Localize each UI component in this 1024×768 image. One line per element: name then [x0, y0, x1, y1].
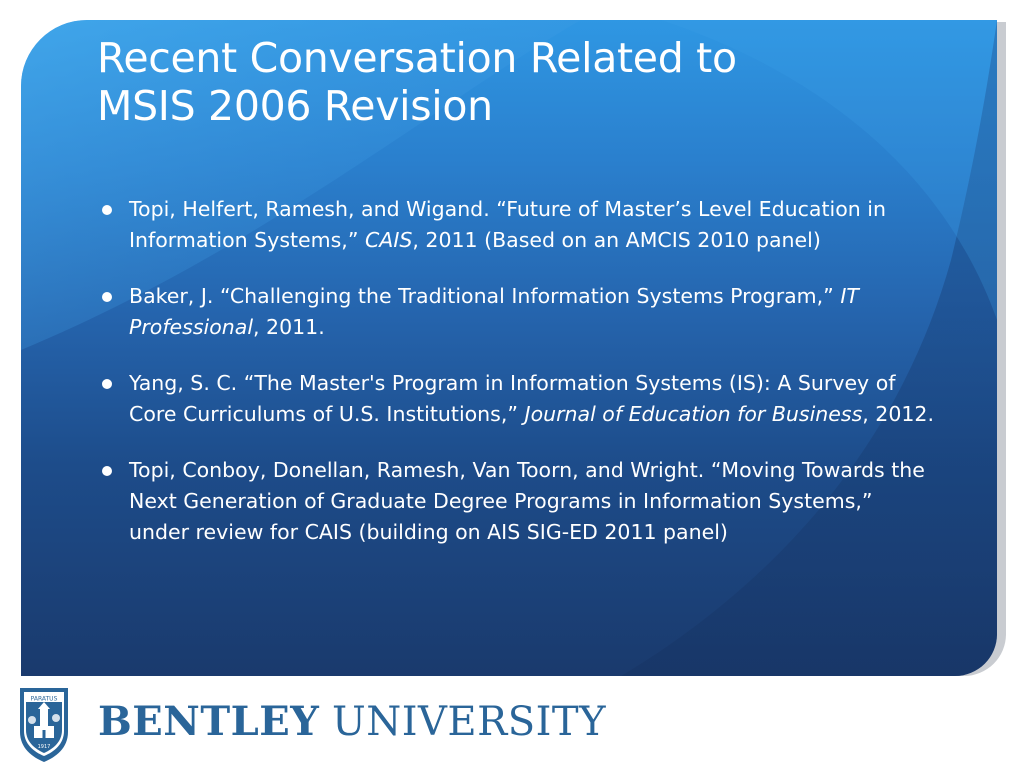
- bentley-crest-icon: [16, 682, 72, 764]
- slide-title-line-2: MSIS 2006 Revision: [97, 82, 493, 130]
- reference-item: [97, 194, 937, 256]
- bullet-dot-icon: [102, 466, 112, 476]
- reference-item: [97, 455, 937, 548]
- reference-title: “The Master's Program in Information Systems (IS): A Survey of Core Curriculums of U.S. Institutions,”: [129, 371, 896, 426]
- reference-venue: Journal of Education for Business: [524, 402, 863, 426]
- reference-title: “Future of Master’s Level Education in Information Systems,”: [129, 197, 886, 252]
- slide-title: [97, 34, 957, 130]
- reference-item: [97, 368, 937, 430]
- reference-authors: Topi, Helfert, Ramesh, and Wigand.: [129, 197, 490, 221]
- reference-title: “Moving Towards the Next Generation of Graduate Degree Programs in Information Systems,” under review for CAIS (building on AIS SIG-ED 2011 panel): [129, 458, 925, 544]
- reference-details: , 2011 (Based on an AMCIS 2010 panel): [412, 228, 821, 252]
- crest-motto: PARATUS: [30, 695, 58, 703]
- crest-year: 1917: [37, 744, 51, 750]
- bullet-dot-icon: [102, 292, 112, 302]
- reference-item: [97, 281, 937, 343]
- slide-panel: [21, 20, 997, 676]
- slide-title-line-1: Recent Conversation Related to: [97, 34, 737, 82]
- bullet-dot-icon: [102, 379, 112, 389]
- reference-authors: Topi, Conboy, Donellan, Ramesh, Van Toorn, and Wright.: [129, 458, 705, 482]
- reference-list: [97, 194, 937, 573]
- bullet-dot-icon: [102, 205, 112, 215]
- reference-authors: Baker, J.: [129, 284, 214, 308]
- logo-word-bentley: BENTLEY: [98, 698, 320, 745]
- reference-title: “Challenging the Traditional Information Systems Program,”: [219, 284, 834, 308]
- bentley-university-logo: [98, 694, 606, 750]
- reference-details: , 2012.: [862, 402, 934, 426]
- reference-venue: IT Professional: [129, 284, 859, 339]
- reference-authors: Yang, S. C.: [129, 371, 238, 395]
- logo-word-university: UNIVERSITY: [332, 699, 607, 745]
- reference-details: , 2011.: [253, 315, 325, 339]
- reference-venue: CAIS: [364, 228, 413, 252]
